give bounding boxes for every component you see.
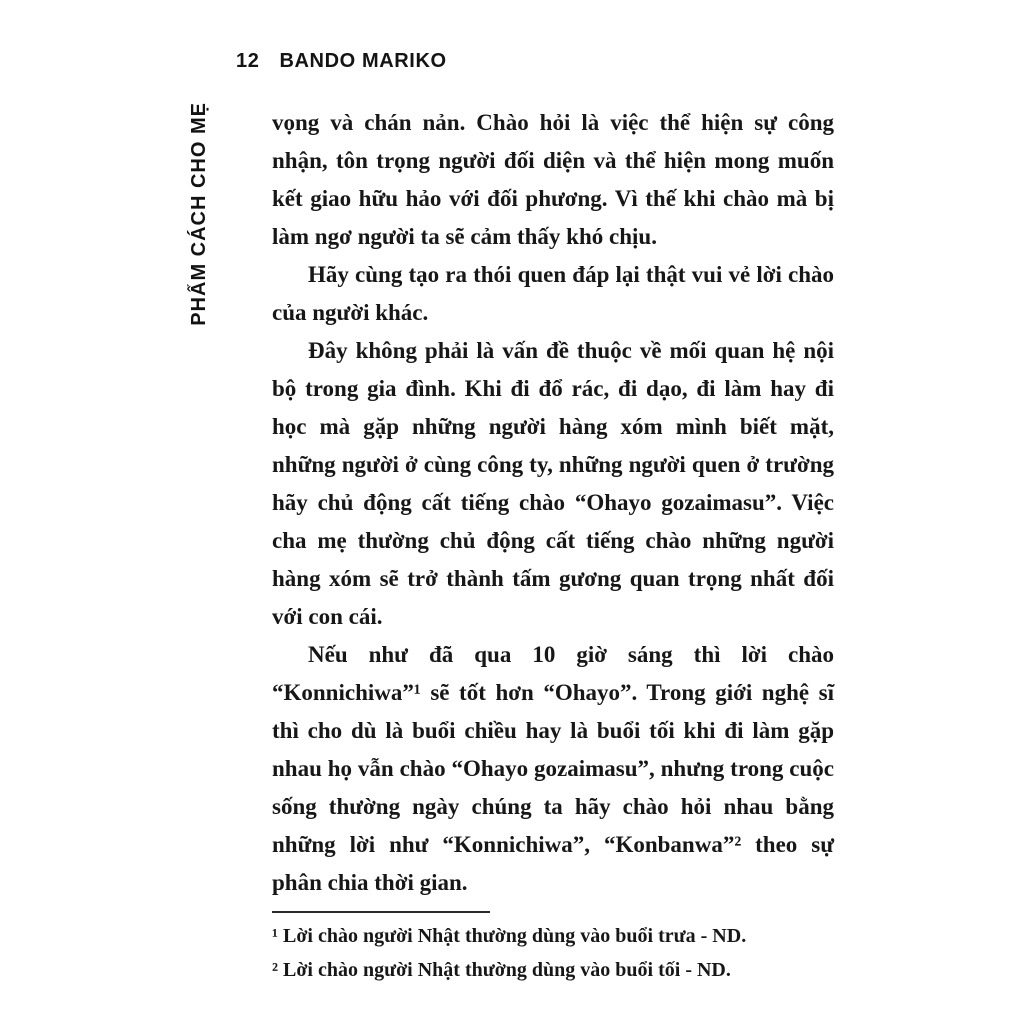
footnote-2: ² Lời chào người Nhật thường dùng vào buổi tối - ND. <box>272 959 731 981</box>
page-number: 12 <box>236 50 260 72</box>
footnote-1: ¹ Lời chào người Nhật thường dùng vào buổi trưa - ND. <box>272 925 747 947</box>
running-header <box>236 50 447 73</box>
footnote-divider <box>272 911 490 913</box>
paragraph-1: vọng và chán nản. Chào hỏi là việc thể hiện sự công nhận, tôn trọng người đối diện và thể hiện mong muốn kết giao hữu hảo với đối phương. Vì thế khi chào mà bị làm ngơ người ta sẽ cảm thấy khó chịu. <box>272 110 834 249</box>
body-text <box>272 104 834 987</box>
paragraph-4: Nếu như đã qua 10 giờ sáng thì lời chào “Konnichiwa”¹ sẽ tốt hơn “Ohayo”. Trong giới nghệ sĩ thì cho dù là buổi chiều hay là buổi tối khi đi làm gặp nhau họ vẫn chào “Ohayo gozaimasu”, nhưng trong cuộc sống thường ngày chúng ta hãy chào hỏi nhau bằng những lời như “Konnichiwa”, “Konbanwa”² theo sự phân chia thời gian. <box>272 642 834 895</box>
paragraph-3: Đây không phải là vấn đề thuộc về mối quan hệ nội bộ trong gia đình. Khi đi đổ rác, đi dạo, đi làm hay đi học mà gặp những người hàng xóm mình biết mặt, những người ở cùng công ty, những người quen ở trường hãy chủ động cất tiếng chào “Ohayo gozaimasu”. Việc cha mẹ thường chủ động cất tiếng chào những người hàng xóm sẽ trở thành tấm gương quan trọng nhất đối với con cái. <box>272 338 834 629</box>
spine-title <box>188 102 211 326</box>
running-head-author: BANDO MARIKO <box>279 50 447 72</box>
spine-title-text: PHẨM CÁCH CHO MẸ <box>188 102 210 326</box>
paragraph-2: Hãy cùng tạo ra thói quen đáp lại thật vui vẻ lời chào của người khác. <box>272 262 834 325</box>
